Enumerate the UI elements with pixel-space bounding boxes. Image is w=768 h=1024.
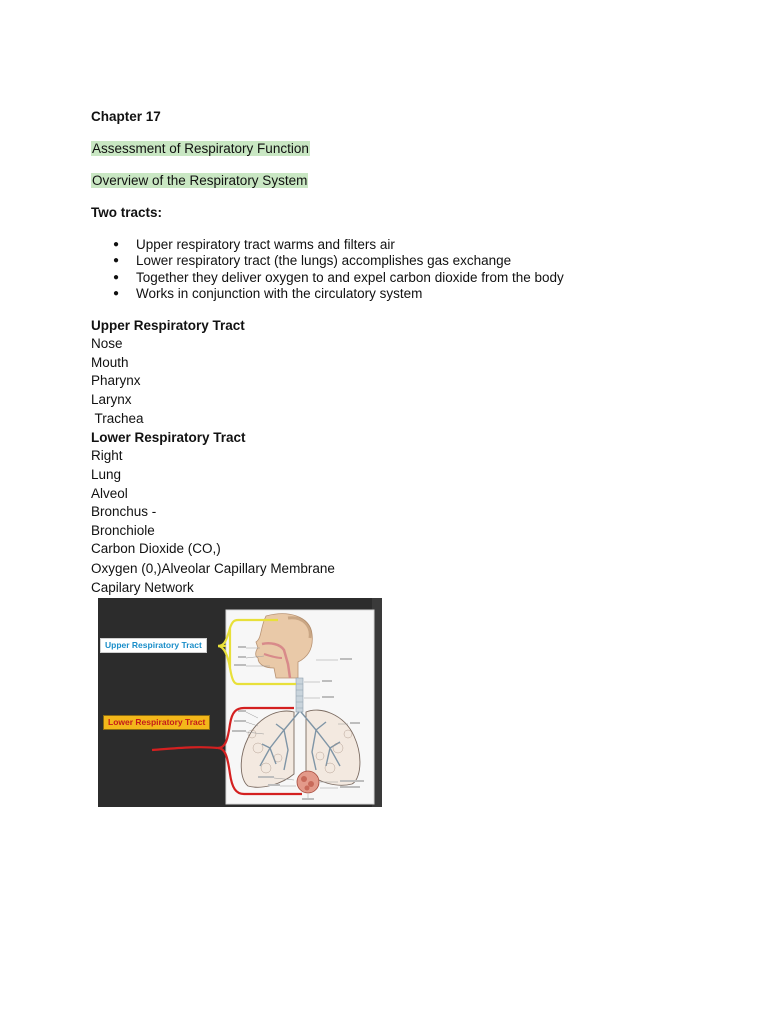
heading-assessment (91, 141, 310, 157)
upper-item: Larynx (91, 392, 132, 407)
upper-item: Pharynx (91, 373, 141, 388)
heading-assessment-text: Assessment of Respiratory Function (92, 141, 309, 156)
lower-item: Capilary Network (91, 580, 194, 595)
upper-item: Nose (91, 336, 123, 351)
respiratory-diagram-image (98, 598, 382, 807)
chapter-title: Chapter 17 (91, 109, 161, 124)
lower-item: Bronchiole (91, 523, 155, 538)
lower-item: Lung (91, 467, 122, 482)
heading-overview (91, 173, 308, 189)
trachea-shape (296, 678, 303, 712)
tracts-bullet-list (113, 237, 564, 302)
lower-tract-title: Lower Respiratory Tract (91, 430, 246, 445)
bullet-item: ● Lower respiratory tract (the lungs) accomplishes gas exchange (113, 253, 564, 269)
upper-item: Trachea (91, 411, 144, 426)
bullet-item: ● Together they deliver oxygen to and expel carbon dioxide from the body (113, 270, 564, 286)
upper-tract-title: Upper Respiratory Tract (91, 318, 245, 333)
lower-item: Right (91, 448, 123, 463)
lower-item: Alveol (91, 486, 128, 501)
two-tracts-label: Two tracts: (91, 205, 163, 220)
lower-item: Oxygen (0,)Alveolar Capillary Membrane (91, 561, 335, 576)
lower-item: Bronchus - (91, 504, 157, 519)
lower-tract-figure-label: Lower Respiratory Tract (103, 715, 210, 730)
upper-item: Mouth (91, 355, 129, 370)
bullet-item: ● Works in conjunction with the circulatory system (113, 286, 564, 302)
bullet-item: ● Upper respiratory tract warms and filters air (113, 237, 564, 253)
respiratory-diagram-drawing (98, 598, 382, 807)
upper-tract-figure-label: Upper Respiratory Tract (100, 638, 207, 653)
lower-item: Carbon Dioxide (CO,) (91, 541, 221, 556)
heading-overview-text: Overview of the Respiratory System (92, 173, 308, 188)
